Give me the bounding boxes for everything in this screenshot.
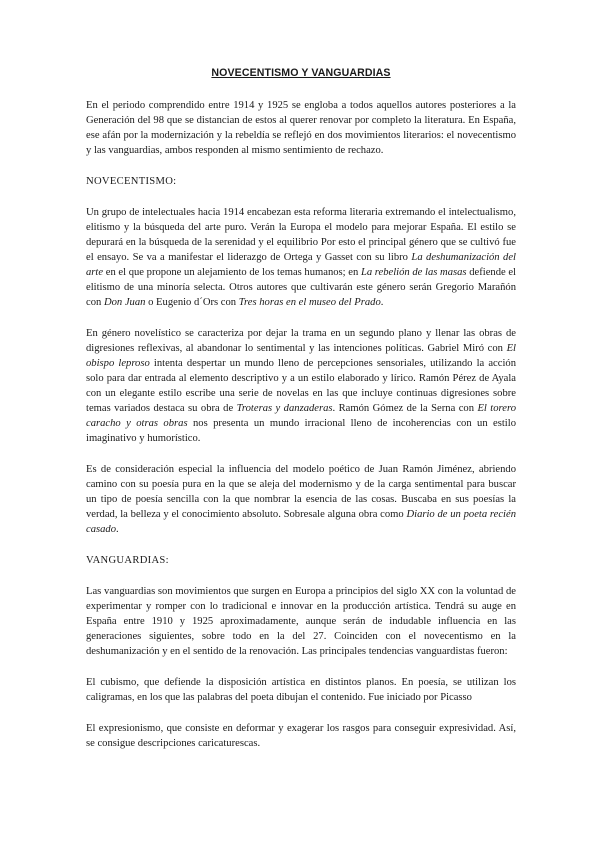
book-title: El obispo leproso (86, 343, 516, 369)
book-title: Don Juan (103, 297, 146, 308)
book-title: Troteras y danzaderas (236, 403, 333, 414)
novecentismo-paragraph-poetry: Es de consideración especial la influencia del modelo poético de Juan Ramón Jiménez, abriendo camino con su poesía pura en la que se aleja del modernismo y de la carga sentimental para buscar un tipo de poesía sencilla con la que nombrar la esencia de las cosas. Buscaba en sus poesías la verdad, la belleza y el conocimiento absoluto. Sobresale alguna obra como Diario de un poeta recién casado. (86, 464, 516, 535)
book-title: El torero caracho y otras obras (86, 403, 516, 429)
intro-paragraph: En el periodo comprendido entre 1914 y 1925 se engloba a todos aquellos autores posteriores a la Generación del 98 que se distancian de estos al querer renovar por completo la literatura. En España, ese afán por la modernización y la rebeldía se reflejó en dos movimientos literarios: el novecentismo y las vanguardias, ambos responden al mismo sentimiento de rechazo. (86, 100, 516, 156)
book-title: Tres horas en el museo del Prado (238, 297, 381, 308)
book-title: La rebelión de las masas (360, 267, 467, 278)
vanguardias-paragraph-intro: Las vanguardias son movimientos que surgen en Europa a principios del siglo XX con la voluntad de experimentar y romper con lo tradicional e innovar en la producción artística. Tendrá su auge en España entre 1910 y 1925 aproximadamente, aunque serán de indudable influencia en las generaciones siguientes, sobre todo en la del 27. Coinciden con el novecentismo en la deshumanización y en el sentido de la renovación. Las principales tendencias vanguardistas fueron: (86, 586, 516, 657)
novecentismo-paragraph-essay: Un grupo de intelectuales hacia 1914 encabezan esta reforma literaria extremando el intelectualismo, elitismo y la búsqueda del arte puro. Verán la Europa el modelo para mejorar España. El estilo se depurará en la búsqueda de la serenidad y el equilibrio Por esto el principal género que se cultivó fue el ensayo. Se va a manifestar el liderazgo de Ortega y Gasset con su libro La deshumanización del arte en el que propone un alejamiento de los temas humanos; en La rebelión de las masas defiende el elitismo de una minoría selecta. Otros autores que cultivarán este género serán Gregorio Marañón con Don Juan o Eugenio d´Ors con Tres horas en el museo del Prado. (86, 207, 516, 308)
novecentismo-paragraph-novel: En género novelístico se caracteriza por dejar la trama en un segundo plano y llenar las obras de digresiones reflexivas, al abandonar lo sentimental y las intenciones políticas. Gabriel Miró con El obispo leproso intenta despertar un mundo lleno de percepciones sensoriales, utilizando la acción solo para dar entrada al elemento descriptivo y a un estilo elaborado y lírico. Ramón Pérez de Ayala con un elegante estilo escribe una serie de novelas en las que incluye continuas digresiones sobre temas variados destaca su obra de Troteras y danzaderas. Ramón Gómez de la Serna con El torero caracho y otras obras nos presenta un mundo irracional lleno de incoherencias con un estilo imaginativo y humorístico. (86, 328, 516, 444)
document-title: NOVECENTISMO Y VANGUARDIAS (211, 67, 391, 79)
vanguardias-paragraph-cubismo: El cubismo, que defiende la disposición artística en distintos planos. En poesía, se utilizan los caligramas, en los que las palabras del poeta dibujan el contenido. Fue iniciado por Picasso (86, 677, 516, 703)
section-heading-vanguardias: VANGUARDIAS: (86, 555, 169, 566)
section-heading-novecentismo: NOVECENTISMO: (86, 176, 177, 187)
document-body (86, 66, 516, 767)
book-title: Diario de un poeta recién casado (86, 509, 516, 535)
vanguardias-paragraph-expresionismo: El expresionismo, que consiste en deformar y exagerar los rasgos para conseguir expresividad. Así, se consigue descripciones caricaturescas. (86, 723, 516, 749)
book-title: La deshumanización del arte (86, 252, 516, 278)
